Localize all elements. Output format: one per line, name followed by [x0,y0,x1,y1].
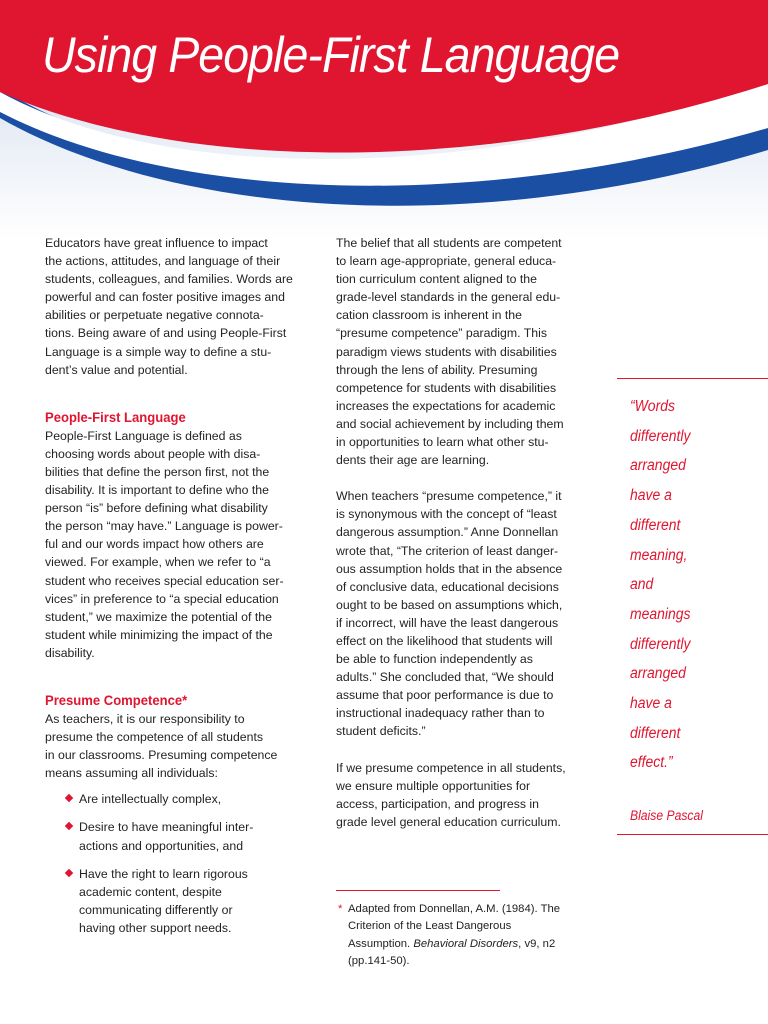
text-line: student who receives special education ser- [45,573,284,588]
text-line: the person “may have.” Language is power- [45,519,283,534]
section-heading-people-first: People-First Language [45,409,186,426]
text-line: if incorrect, will have the least dangerous [336,615,559,630]
list-item [45,790,307,808]
text-line: is synonymous with the concept of “least [336,507,557,522]
journal-title: Behavioral Disorders [413,937,519,950]
text-line: access, participation, and progress in [336,796,540,811]
text-line: through the lens of ability. Presuming [336,362,538,377]
text-line: to learn age-appropriate, general educa- [336,254,557,269]
text-line: Are intellectually complex, [79,792,222,807]
least-dangerous-assumption-paragraph [336,487,590,740]
left-column [45,234,307,947]
text-line: in our classrooms. Presuming competence [45,748,278,763]
text-line: abilities or perpetuate negative connota- [45,308,264,323]
belief-paragraph [336,234,590,469]
text-line: “presume competence” paradigm. This [336,326,547,341]
text-line: competence for students with disabilities [336,380,557,395]
quote-top-rule [617,378,768,379]
text-line: adults.” She concluded that, “We should [336,670,554,685]
text-line: dangerous assumption.” Anne Donnellan [336,525,559,540]
text-line: the actions, attitudes, and language of their [45,254,281,269]
text-line: People-First Language is defined as [45,428,242,443]
text-line: student deficits.” [336,724,426,739]
text-line: disability. [45,645,95,660]
text-line: powerful and can foster positive images and [45,290,285,305]
list-item [45,818,307,854]
quote-line: differently [630,427,691,445]
text-line: When teachers “presume competence,” it [336,489,562,504]
section-heading-presume-competence: Presume Competence* [45,692,188,709]
text-line: Language is a simple way to define a stu- [45,344,272,359]
quote-line: meaning, [630,546,688,564]
text-line: Have the right to learn rigorous [79,866,248,881]
text-line: actions and opportunities, and [79,838,244,853]
text-line: person “is” before defining what disability [45,501,268,516]
text-line: ous assumption holds that in the absence [336,561,563,576]
text-line: tion curriculum content aligned to the [336,272,537,287]
footnote-line: Adapted from Donnellan, A.M. (1984). The [348,903,561,915]
text-line: paradigm views students with disabilities [336,344,557,359]
text-line: presume the competence of all students [45,730,264,745]
text-line: instructional inadequacy rather than to [336,706,545,721]
text-line: means assuming all individuals: [45,766,218,781]
text-line: disability. It is important to define who the [45,483,269,498]
quote-author: Blaise Pascal [630,808,703,823]
quote-line: and [630,576,654,594]
footnote-text: Assumption. [348,937,414,950]
text-line: of conclusive data, educational decisions [336,579,559,594]
quote-bottom-rule [617,834,768,835]
text-line: we ensure multiple opportunities for [336,778,531,793]
footnote-divider [336,890,500,891]
text-line: assume that poor performance is due to [336,688,554,703]
text-line: student while minimizing the impact of the [45,627,273,642]
list-item [45,865,307,937]
text-line: dent’s value and potential. [45,362,188,377]
text-line: and social achievement by including them [336,416,564,431]
text-line: grade level general education curriculum. [336,814,561,829]
presume-all-paragraph [336,759,590,831]
quote-line: effect.” [630,754,673,772]
text-line: academic content, despite [79,884,222,899]
text-line: As teachers, it is our responsibility to [45,711,245,726]
quote-line: different [630,516,681,534]
quote-line: have a [630,487,672,505]
quote-line: different [630,724,681,742]
text-line: tions. Being aware of and using People-First [45,326,287,341]
footnote-text: , v9, n2 [518,937,556,950]
quote-line: arranged [630,665,686,683]
text-line: choosing words about people with disa- [45,446,261,461]
text-line: grade-level standards in the general edu- [336,290,561,305]
text-line: ought to be based on assumptions which, [336,597,563,612]
intro-paragraph [45,234,307,379]
quote-line: “Words [630,398,675,415]
text-line: communicating differently or [79,902,233,917]
people-first-paragraph [45,427,307,662]
text-line: ful and our words impact how others are [45,537,264,552]
text-line: student,” we maximize the potential of the [45,609,272,624]
text-line: bilities that define the person first, not the [45,464,270,479]
text-line: Educators have great influence to impact [45,236,268,250]
footnote-line: Criterion of the Least Dangerous [348,920,512,933]
text-line: in opportunities to learn what other stu- [336,435,549,450]
quote-line: have a [630,695,672,713]
text-line: viewed. For example, when we refer to “a [45,555,271,570]
text-line: be able to function independently as [336,652,533,667]
page-title: Using People-First Language [42,27,620,83]
presume-competence-paragraph [45,710,307,782]
competence-bullet-list [45,790,307,937]
text-line: having other support needs. [79,920,232,935]
text-line: students, colleagues, and families. Words are [45,272,293,287]
text-line: Desire to have meaningful inter- [79,820,254,835]
text-line: If we presume competence in all students, [336,760,566,775]
pull-quote [630,392,738,778]
text-line: vices” in preference to “a special education [45,591,279,606]
text-line: effect on the likelihood that students will [336,633,553,648]
quote-line: meanings [630,605,691,623]
text-line: wrote that, “The criterion of least danger- [336,543,559,558]
text-line: increases the expectations for academic [336,398,556,413]
text-line: dents their age are learning. [336,453,490,468]
diamond-bullet-icon [65,868,73,876]
text-line: cation classroom is inherent in the [336,308,522,323]
diamond-bullet-icon [65,794,73,802]
middle-column [336,234,590,831]
footnote-line [338,936,578,953]
footnote-marker: * [338,903,343,915]
quote-line: differently [630,635,691,653]
text-line: The belief that all students are competent [336,236,562,250]
quote-line: arranged [630,457,686,475]
footnote [338,901,578,971]
footnote-line: (pp.141-50). [348,955,410,968]
diamond-bullet-icon [65,822,73,830]
